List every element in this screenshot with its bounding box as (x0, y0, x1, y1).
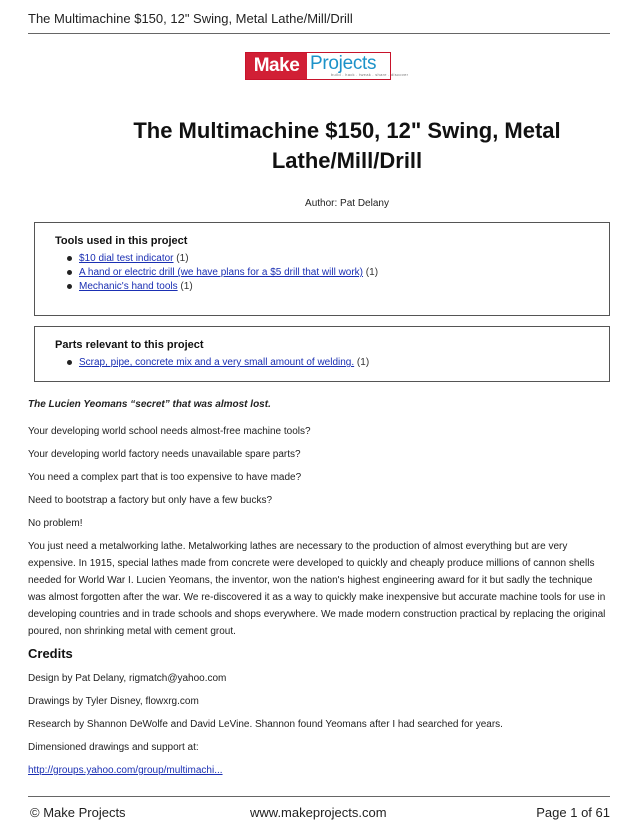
article-body (28, 396, 610, 785)
document-author: Author: Pat Delany (305, 198, 389, 209)
tools-box (34, 222, 610, 316)
tool-item (67, 252, 609, 266)
footer-page-number: Page 1 of 61 (536, 805, 610, 820)
make-projects-logo[interactable] (245, 52, 409, 80)
tool-count: (1) (176, 253, 189, 264)
bullet-icon (67, 256, 72, 261)
paragraph: Need to bootstrap a factory but only have a few bucks? (28, 495, 273, 506)
tools-list (55, 252, 609, 294)
tool-link[interactable]: $10 dial test indicator (79, 253, 174, 264)
credit-line: Research by Shannon DeWolfe and David LeVine. Shannon found Yeomans after I had searched for years. (28, 719, 503, 730)
bullet-icon (67, 270, 72, 275)
footer-copyright: © Make Projects (30, 805, 126, 820)
page-footer (28, 796, 610, 826)
lead-paragraph: The Lucien Yeomans “secret” that was almost lost. (28, 399, 271, 410)
tool-link[interactable]: A hand or electric drill (we have plans for a $5 drill that will work) (79, 267, 364, 278)
bullet-icon (67, 284, 72, 289)
credit-line: Design by Pat Delany, rigmatch@yahoo.com (28, 673, 227, 684)
tool-count: (1) (365, 267, 379, 278)
part-count: (1) (356, 357, 370, 368)
document-title: The Multimachine $150, 12" Swing, Metal Lathe/Mill/Drill (133, 118, 561, 173)
paragraph: Your developing world factory needs unavailable spare parts? (28, 449, 301, 460)
header-title: The Multimachine $150, 12" Swing, Metal Lathe/Mill/Drill (28, 11, 353, 26)
parts-list (55, 356, 609, 370)
paragraph: Your developing world school needs almost-free machine tools? (28, 426, 311, 437)
footer-website[interactable]: www.makeprojects.com (250, 805, 387, 820)
part-item (67, 356, 609, 370)
parts-heading: Parts relevant to this project (55, 339, 204, 351)
link-paragraph (28, 762, 610, 779)
credit-line: Drawings by Tyler Disney, flowxrg.com (28, 696, 199, 707)
tools-heading: Tools used in this project (55, 235, 188, 247)
credit-line: Dimensioned drawings and support at: (28, 742, 199, 753)
logo-tagline: build . hack . tweak . share . discover (331, 72, 409, 77)
logo-make: Make (246, 53, 307, 79)
tool-link[interactable]: Mechanic's hand tools (79, 281, 178, 292)
paragraph: You need a complex part that is too expensive to have made? (28, 472, 302, 483)
credits-heading: Credits (28, 646, 73, 661)
groups-link[interactable]: http://groups.yahoo.com/group/multimachi... (28, 765, 223, 776)
tool-item (67, 266, 609, 280)
tool-item (67, 280, 609, 294)
tool-count: (1) (180, 281, 193, 292)
parts-box (34, 326, 610, 382)
logo-right (307, 53, 409, 79)
part-link[interactable]: Scrap, pipe, concrete mix and a very small amount of welding. (79, 357, 355, 368)
paragraph: No problem! (28, 518, 83, 529)
logo-projects: Projects (310, 53, 377, 74)
bullet-icon (67, 360, 72, 365)
paragraph: You just need a metalworking lathe. Metalworking lathes are necessary to the production of almost everything but are very expensive. In 1915, special lathes made from concrete were developed to quickly and cheaply produce millions of cannon shells needed for World War I. Lucien Yeomans, the inventor, won the nation's highest engineering award for it but sadly the technique was almost forgotten after the war. We re-discovered it as a way to quickly make inexpensive but accurate machine tools for use in developing countries and in trade schools and shops everywhere. We made modern construction practical by replacing the original poured, non shrinking metal with cement grout. (28, 541, 606, 637)
page-header (28, 10, 610, 34)
